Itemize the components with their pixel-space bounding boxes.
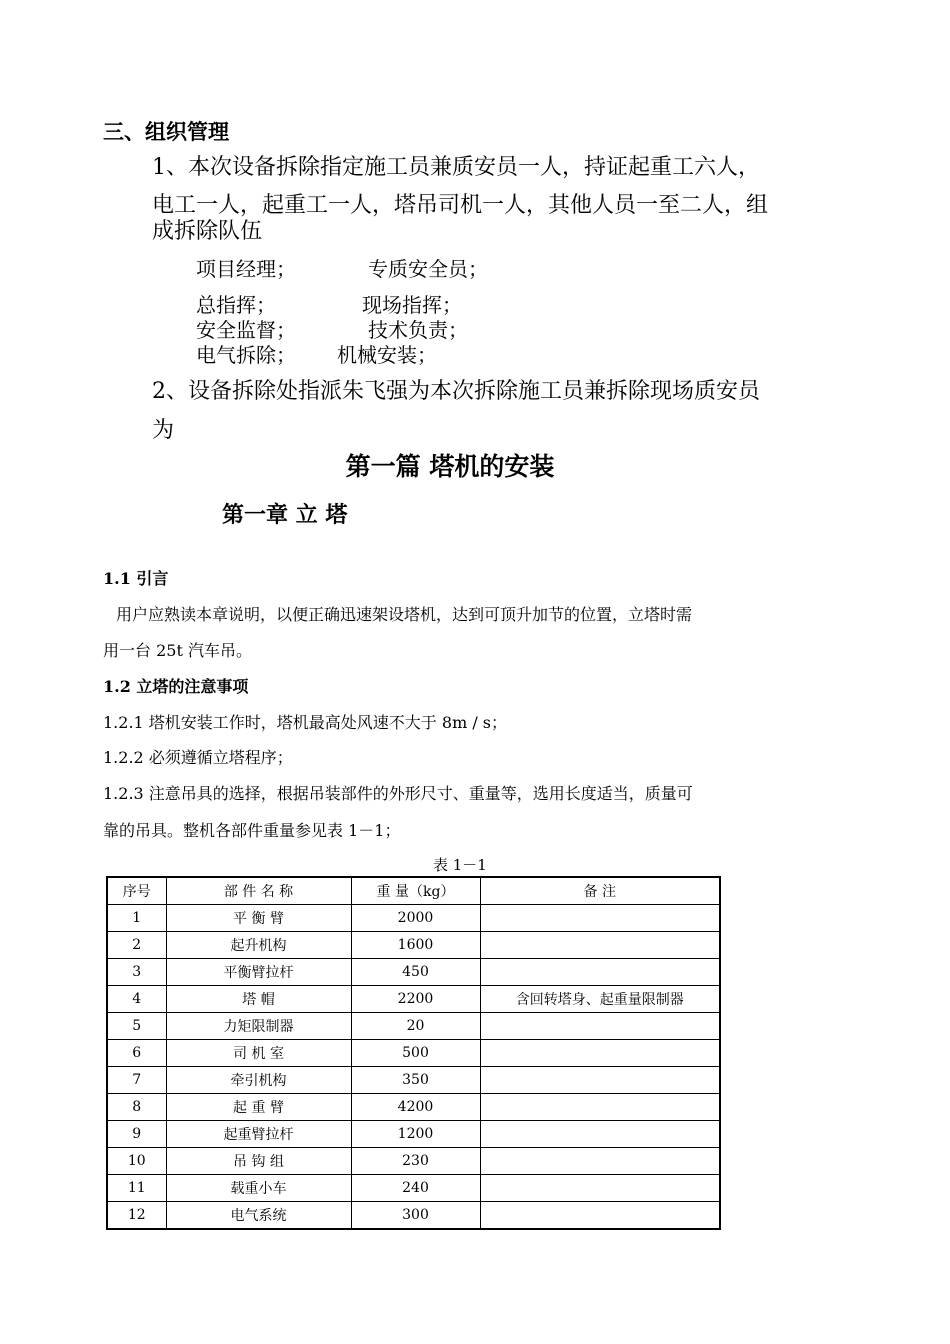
cell-weight: 500 [351,1040,480,1067]
cell-weight: 2000 [351,905,480,932]
table-row [107,1040,720,1067]
cell-weight: 20 [351,1013,480,1040]
cell-weight: 450 [351,959,480,986]
section-1-2-heading: 1.2 立塔的注意事项 [103,677,249,696]
cell-name: 电气系统 [166,1202,351,1230]
table-row [107,1148,720,1175]
paragraph-2-line-2: 为 [152,418,175,443]
cell-remark [480,1175,720,1202]
table-row [107,1202,720,1230]
header-cell-name: 部 件 名 称 [166,877,351,905]
paragraph-2-line-1: 2、设备拆除处指派朱飞强为本次拆除施工员兼拆除现场质安员 [152,379,760,404]
cell-name: 塔 帽 [166,986,351,1013]
parts-weight-table [106,876,721,1230]
role-left: 项目经理； [196,257,296,281]
cell-remark: 含回转塔身、起重量限制器 [480,986,720,1013]
section-1-1-line-2: 用一台 25t 汽车吊。 [103,641,252,660]
cell-no: 7 [107,1067,166,1094]
cell-name: 力矩限制器 [166,1013,351,1040]
part-title: 第一篇 塔机的安装 [345,452,555,481]
table-row [107,932,720,959]
paragraph-1-line-1: 1、本次设备拆除指定施工员兼质安员一人，持证起重工六人， [152,155,760,180]
role-right: 机械安装； [337,343,437,367]
cell-weight: 2200 [351,986,480,1013]
table-caption: 表 1－1 [433,856,487,874]
header-cell-no: 序号 [107,877,166,905]
table-row [107,1121,720,1148]
role-left: 电气拆除； [196,343,296,367]
paragraph-1-line-3: 成拆除队伍 [152,219,263,244]
header-cell-weight: 重 量（kg） [351,877,480,905]
header-cell-remark: 备 注 [480,877,720,905]
role-right: 现场指挥； [362,293,462,317]
cell-no: 11 [107,1175,166,1202]
item-1-2-1: 1.2.1 塔机安装工作时，塔机最高处风速不大于 8m / s； [103,713,508,732]
cell-weight: 240 [351,1175,480,1202]
cell-name: 起 重 臂 [166,1094,351,1121]
cell-weight: 4200 [351,1094,480,1121]
item-1-2-3-line-1: 1.2.3 注意吊具的选择，根据吊装部件的外形尺寸、重量等，选用长度适当，质量可 [103,784,693,803]
cell-remark [480,1148,720,1175]
cell-no: 1 [107,905,166,932]
chapter-title: 第一章 立 塔 [222,503,348,528]
cell-weight: 1200 [351,1121,480,1148]
cell-name: 起重臂拉杆 [166,1121,351,1148]
cell-remark [480,932,720,959]
cell-name: 平 衡 臂 [166,905,351,932]
cell-weight: 1600 [351,932,480,959]
cell-weight: 300 [351,1202,480,1230]
table-row [107,1175,720,1202]
section-heading: 三、组织管理 [103,119,229,144]
cell-no: 5 [107,1013,166,1040]
item-1-2-3-line-2: 靠的吊具。整机各部件重量参见表 1－1； [103,821,401,840]
cell-name: 司 机 室 [166,1040,351,1067]
cell-no: 2 [107,932,166,959]
cell-name: 载重小车 [166,1175,351,1202]
cell-remark [480,1067,720,1094]
cell-remark [480,1013,720,1040]
item-1-2-2: 1.2.2 必须遵循立塔程序； [103,748,293,767]
cell-no: 3 [107,959,166,986]
cell-no: 10 [107,1148,166,1175]
table-row [107,1013,720,1040]
paragraph-1-line-2: 电工一人，起重工一人，塔吊司机一人，其他人员一至二人，组 [152,193,769,218]
cell-remark [480,1040,720,1067]
cell-no: 12 [107,1202,166,1230]
role-right: 技术负责； [368,318,468,342]
cell-name: 平衡臂拉杆 [166,959,351,986]
table-header-row [107,877,720,905]
table-row [107,986,720,1013]
cell-remark [480,1121,720,1148]
cell-name: 吊 钩 组 [166,1148,351,1175]
cell-no: 6 [107,1040,166,1067]
cell-remark [480,905,720,932]
section-1-1-line-1: 用户应熟读本章说明，以便正确迅速架设塔机，达到可顶升加节的位置，立塔时需 [116,605,693,624]
cell-no: 8 [107,1094,166,1121]
role-left: 总指挥； [196,293,276,317]
cell-no: 4 [107,986,166,1013]
table-row [107,1067,720,1094]
cell-name: 起升机构 [166,932,351,959]
table-row [107,905,720,932]
cell-name: 牵引机构 [166,1067,351,1094]
cell-remark [480,1094,720,1121]
cell-no: 9 [107,1121,166,1148]
table-row [107,1094,720,1121]
role-right: 专质安全员； [368,257,488,281]
section-1-1-heading: 1.1 引言 [103,569,169,588]
role-left: 安全监督； [196,318,296,342]
cell-weight: 350 [351,1067,480,1094]
table-row [107,959,720,986]
cell-remark [480,959,720,986]
cell-remark [480,1202,720,1230]
cell-weight: 230 [351,1148,480,1175]
